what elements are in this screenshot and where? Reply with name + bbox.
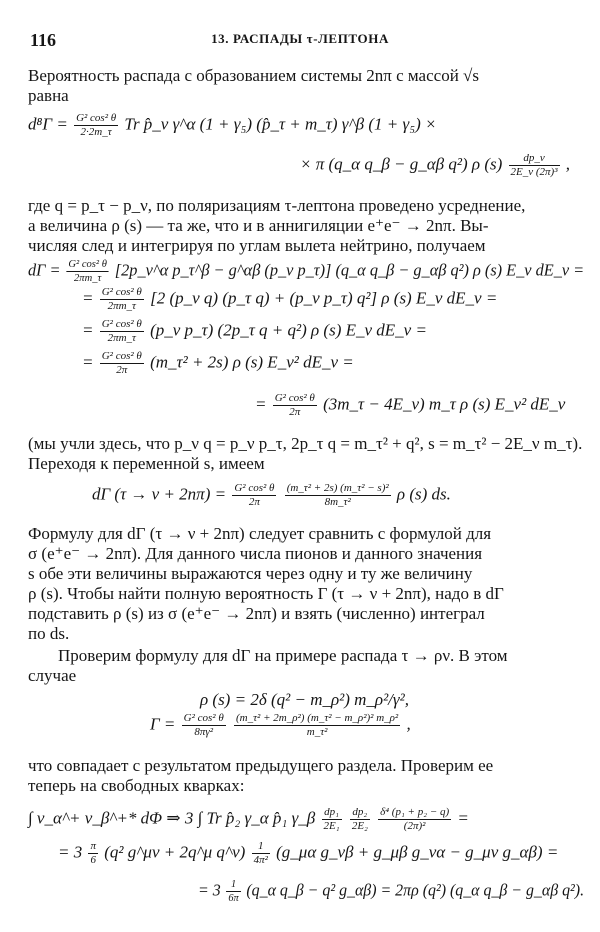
eq3-fraction-1: [232, 482, 276, 509]
eq3-den-2: 8m_τ²: [324, 496, 351, 508]
eq2-row1-num: G² cos² θ: [68, 258, 107, 270]
eq4-lhs: Γ =: [150, 714, 176, 734]
eq5-row3-body: (q_α q_β − q² g_αβ) = 2πρ (q²) (q_α q_β − g_αβ q²).: [246, 880, 585, 900]
equation-5-row-2: [58, 840, 558, 867]
equation-2-row-1: [28, 258, 584, 285]
eq2-row1-lhs: dΓ =: [28, 260, 61, 280]
eq1-frac-num: G² cos² θ: [76, 112, 117, 124]
eq5-row1-lhs: ∫ v_α^+ v_β^+* dΦ ⇒ 3 ∫ Tr p̂₂ γ_α p̂₁ γ_β: [28, 808, 316, 828]
eq2-row1-den: 2πm_τ: [74, 272, 102, 284]
eq5-row1-fraction-2: [350, 806, 370, 833]
eq1-body: Tr p̂_ν γ^α (1 + γ₅) (p̂_τ + m_τ) γ^β (1 + γ₅) ×: [124, 114, 437, 134]
eq2-row3-den: 2πm_τ: [107, 332, 136, 344]
eq1-frac2-num: dp_ν: [509, 152, 560, 166]
eq5-row2-den-2: 4π²: [253, 854, 268, 866]
equation-2-row-3: [82, 318, 427, 345]
equation-1-row-1: [28, 112, 437, 139]
eq4-fraction-1: [182, 712, 226, 739]
eq5-row3-den: 6π: [228, 892, 239, 904]
eq5-row2-fraction-1: [88, 840, 98, 867]
eq5-row1-num-1: dp₁: [322, 806, 342, 820]
eq2-row5-body: (3m_τ − 4E_ν) m_τ ρ (s) E_ν² dE_ν: [323, 394, 566, 414]
para3-line-5: подставить ρ (s) из σ (e⁺e⁻ → 2nπ) и взять (численно) интеграл: [28, 604, 485, 623]
equation-4-row-2: [150, 712, 411, 739]
equation-2-row-2: [82, 286, 497, 313]
eq2-row4-fraction: [100, 350, 144, 377]
eq5-row2-num-2: 1: [252, 840, 270, 854]
eq3-lhs: dΓ (τ → ν + 2nπ) =: [92, 484, 227, 504]
eq4-end: ,: [406, 714, 411, 734]
eq2-row5-pre: =: [255, 394, 267, 414]
equation-3: [92, 482, 451, 509]
equation-5-row-1: [28, 806, 469, 833]
equation-1-row-2: [300, 152, 570, 179]
equation-4-row-1: ρ (s) = 2δ (q² − m_ρ²) m_ρ²/γ²,: [200, 690, 409, 709]
eq3-num-2: (m_τ² + 2s) (m_τ² − s)²: [286, 482, 389, 494]
eq2-row2-fraction: [100, 286, 144, 313]
eq2-row4-num: G² cos² θ: [101, 350, 142, 362]
eq2-row1-fraction: [67, 258, 109, 285]
eq5-row2-body-2: (g_μα g_νβ + g_μβ g_να − g_μν g_αβ) =: [276, 842, 559, 862]
para3-line-3: s обе эти величины выражаются через одну и ту же величину: [28, 564, 473, 583]
eq5-row2-pre: = 3: [58, 842, 83, 862]
eq5-row1-den-2: 2E₂: [351, 820, 368, 832]
eq2-row2-den: 2πm_τ: [107, 300, 136, 312]
eq2-row5-den: 2π: [289, 406, 301, 418]
eq2-row3-num: G² cos² θ: [101, 318, 142, 330]
eq5-row1-den-1: 2E₁: [323, 820, 340, 832]
eq4-num-2: (m_τ² + 2m_ρ²) (m_τ² − m_ρ²)² m_ρ²: [236, 712, 399, 724]
page-number: 116: [30, 30, 57, 50]
eq4-fraction-2: [234, 712, 400, 739]
para3-line-1: Формулу для dΓ (τ → ν + 2nπ) следует сравнить с формулой для: [28, 524, 492, 543]
eq5-row2-num-1: π: [90, 840, 96, 852]
eq3-fraction-2: [285, 482, 391, 509]
eq3-den-1: 2π: [248, 496, 260, 508]
eq1-fraction-2: [509, 152, 560, 179]
eq1-lhs: d⁸Γ =: [28, 114, 68, 134]
eq5-row1-num-3: δ⁴ (p₁ + p₂ − q): [380, 806, 450, 818]
eq4-den-2: m_τ²: [306, 726, 328, 738]
equation-5-row-3: [198, 878, 584, 905]
eq5-row1-fraction-3: [378, 806, 451, 833]
eq2-row2-num: G² cos² θ: [101, 286, 142, 298]
eq2-row4-body: (m_τ² + 2s) ρ (s) E_ν² dE_ν =: [150, 352, 354, 372]
equation-2-row-5: [255, 392, 565, 419]
eq1-end: ,: [565, 154, 571, 174]
eq2-row2-pre: =: [82, 288, 94, 308]
para5-line-1: что совпадает с результатом предыдущего раздела. Проверим ее: [28, 756, 494, 775]
para4-line-1: Проверим формулу для dΓ на примере распада τ → ρν. В этом: [58, 646, 508, 665]
eq2-row4-den: 2π: [116, 364, 128, 376]
eq2-row3-fraction: [100, 318, 144, 345]
eq1-frac2-den: 2E_ν (2π)³: [510, 166, 558, 178]
eq2-row5-num: G² cos² θ: [274, 392, 315, 404]
para4-line-2: случае: [28, 666, 77, 685]
para1-line-3: числяя след и интегрируя по углам вылета нейтрино, получаем: [28, 236, 486, 255]
eq5-row1-end: =: [457, 808, 469, 828]
eq2-row5-fraction: [273, 392, 317, 419]
eq5-row3-pre: = 3: [198, 880, 221, 900]
para3-line-4: ρ (s). Чтобы найти полную вероятность Γ (τ → ν + 2nπ), надо в dΓ: [28, 584, 504, 603]
para3-line-6: по ds.: [28, 624, 70, 643]
eq1-cont: × π (q_α q_β − g_αβ q²) ρ (s): [300, 154, 503, 174]
eq4-num-1: G² cos² θ: [183, 712, 224, 724]
eq1-fraction: [74, 112, 118, 139]
eq3-tail: ρ (s) ds.: [396, 484, 451, 504]
para1-line-1: где q = p_τ − p_ν, по поляризациям τ-лептона проведено усреднение,: [28, 196, 526, 215]
eq5-row3-num: 1: [227, 878, 241, 892]
eq2-row3-body: (p_ν p_τ) (2p_τ q + q²) ρ (s) E_ν dE_ν =: [150, 320, 427, 340]
eq5-row2-body-1: (q² g^μν + 2q^μ q^ν): [104, 842, 246, 862]
eq2-row4-pre: =: [82, 352, 94, 372]
running-title: 13. РАСПАДЫ τ-ЛЕПТОНА: [211, 31, 389, 46]
eq5-row2-den-1: 6: [90, 854, 96, 866]
eq5-row3-fraction: [227, 878, 241, 905]
equation-2-row-4: [82, 350, 354, 377]
para5-line-2: теперь на свободных кварках:: [28, 776, 245, 795]
para2-line-1: (мы учли здесь, что p_ν q = p_ν p_τ, 2p_τ q = m_τ² + q², s = m_τ² − 2E_ν m_τ).: [28, 434, 583, 453]
eq3-num-1: G² cos² θ: [234, 482, 275, 494]
eq5-row2-fraction-2: [252, 840, 270, 867]
eq4-den-1: 8πγ²: [194, 726, 214, 738]
eq2-row1-body: [2p_ν^α p_τ^β − g^αβ (p_ν p_τ)] (q_α q_β − g_αβ q²) ρ (s) E_ν dE_ν =: [114, 260, 585, 280]
intro-line-2: равна: [28, 86, 69, 105]
intro-line-1: Вероятность распада с образованием системы 2nπ с массой √s: [28, 66, 479, 85]
eq2-row3-pre: =: [82, 320, 94, 340]
eq5-row1-num-2: dp₂: [350, 806, 370, 820]
eq1-frac-den: 2·2m_τ: [80, 126, 112, 138]
para1-line-2: а величина ρ (s) — та же, что и в аннигиляции e⁺e⁻ → 2nπ. Вы-: [28, 216, 489, 235]
para3-line-2: σ (e⁺e⁻ → 2nπ). Для данного числа пионов и данного значения: [28, 544, 483, 563]
eq2-row2-body: [2 (p_ν q) (p_τ q) + (p_ν p_τ) q²] ρ (s) E_ν dE_ν =: [150, 288, 498, 308]
eq5-row1-den-3: (2π)²: [403, 820, 426, 832]
eq5-row1-fraction-1: [322, 806, 342, 833]
para2-line-2: Переходя к переменной s, имеем: [28, 454, 265, 473]
